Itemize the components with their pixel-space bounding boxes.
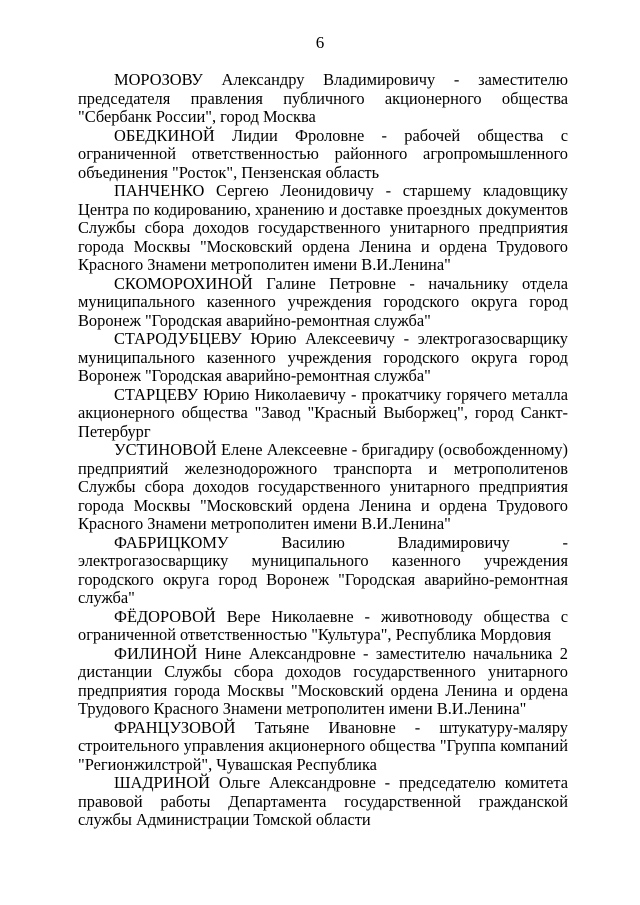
award-entry-starodubtsev: СТАРОДУБЦЕВУ Юрию Алексеевичу - электрогазосварщику муниципального казенного учреждения городского округа город Воронеж "Городская аварийно-ремонтная служба": [78, 329, 568, 385]
award-entry-startsev: СТАРЦЕВУ Юрию Николаевичу - прокатчику горячего металла акционерного общества "Завод "Красный Выборжец", город Санкт-Петербург: [78, 384, 568, 441]
award-entry-fedorova: ФЁДОРОВОЙ Вере Николаевне - животноводу общества с ограниченной ответственностью "Культура", Республика Мордовия: [78, 606, 568, 644]
award-entry-ustinova: УСТИНОВОЙ Елене Алексеевне - бригадиру (освобожденному) предприятий железнодорожного транспорта и метрополитенов Службы сбора доходов государственного унитарного предприятия города Москвы "Московский ордена Ленина и ордена Трудового Красного Знамени метрополитен имени В.И.Ленина": [78, 440, 568, 533]
page-number: 6: [315, 33, 325, 52]
award-entry-panchenko: ПАНЧЕНКО Сергею Леонидовичу - старшему кладовщику Центра по кодированию, хранению и доставке проездных документов Службы сбора доходов государственного унитарного предприятия города Москвы "Московский ордена Ленина и ордена Трудового Красного Знамени метрополитен имени В.И.Ленина": [78, 181, 568, 274]
award-entry-obedkina: ОБЕДКИНОЙ Лидии Фроловне - рабочей общества с ограниченной ответственностью районного агропромышленного объединения "Росток", Пензенская область: [78, 125, 568, 182]
award-entry-shadrina: ШАДРИНОЙ Ольге Александровне - председателю комитета правовой работы Департамента государственной гражданской службы Администрации Томской области: [78, 773, 568, 829]
award-entry-filina: ФИЛИНОЙ Нине Александровне - заместителю начальника 2 дистанции Службы сбора доходов государственного унитарного предприятия города Москвы "Московский ордена Ленина и ордена Трудового Красного Знамени метрополитен имени В.И.Ленина": [78, 643, 568, 718]
award-entry-morozov: МОРОЗОВУ Александру Владимировичу - заместителю председателя правления публичного акционерного общества "Сбербанк России", город Москва: [78, 70, 568, 126]
award-entry-skomorokhina: СКОМОРОХИНОЙ Галине Петровне - начальнику отдела муниципального казенного учреждения городского округа город Воронеж "Городская аварийно-ремонтная служба": [78, 273, 568, 330]
award-entry-fabritsky: ФАБРИЦКОМУ Василию Владимировичу - электрогазосварщику муниципального казенного учреждения городского округа город Воронеж "Городская аварийно-ремонтная служба": [78, 532, 568, 607]
award-entry-frantsuzova: ФРАНЦУЗОВОЙ Татьяне Ивановне - штукатуру-маляру строительного управления акционерного общества "Группа компаний "Регионжилстрой", Чувашская Республика: [78, 717, 568, 774]
award-list: [78, 71, 568, 830]
